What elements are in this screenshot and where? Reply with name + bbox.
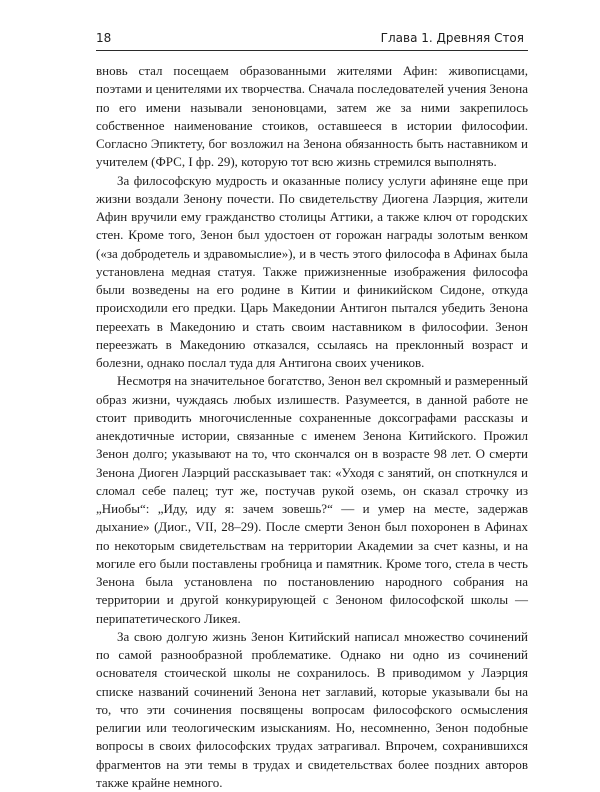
paragraph: За свою долгую жизнь Зенон Китийский написал множество сочинений по самой разнообразной проблематике. Однако ни одно из сочинений основателя стоической школы не сохранилось. В приводимом у Лаэрция списке названий сочинений Зенона нет заглавий, которые указывали бы на то, что эти сочинения посвящены вопросам философского осмысления религии или теологическим изысканиям. Но, несомненно, Зенон подобные вопросы в своих философских трудах затрагивал. Впрочем, сохранившихся фрагментов на эти темы в трудах и свидетельствах более поздних авторов также крайне немного. [96, 628, 528, 790]
body-text [96, 62, 528, 792]
paragraph: вновь стал посещаем образованными жителями Афин: живописцами, поэтами и ценителями их творчества. Сначала последователей учения Зенона по его имени называли зеноновцами, затем же за ними закрепилось собственное наименование стоиков, оставшееся в истории философии. Согласно Эпиктету, бог возложил на Зенона обязанность быть наставником и учителем (ФРС, I фр. 29), которую тот всю жизнь стремился выполнять. [96, 63, 528, 170]
paragraph: Несмотря на значительное богатство, Зенон вел скромный и размеренный образ жизни, чуждаясь любых излишеств. Разумеется, в данной работе не стоит приводить многочисленные сохраненные доксографами рассказы и анекдотичные истории, связанные с именем Зенона Китийского. Прожил Зенон долго; указывают на то, что скончался он в возрасте 98 лет. О смерти Зенона Диоген Лаэрций рассказывает так: «Уходя с занятий, он споткнулся и сломал себе палец; тут же, постучав рукой оземь, он сказал строчку из „Ниобы“: „Иду, иду я: зачем зовешь?“ — и умер на месте, задержав дыхание» (Диог., VII, 28–29). После смерти Зенон был похоронен в Афинах по некоторым свидетельствам на территории Академии за счет казны, и на могиле его были поставлены гробница и памятник. Кроме того, стела в честь Зенона была установлена по постановлению народного собрания на территории и другой конкурирующей с Зеноном философской школы — перипатетического Ликея. [96, 373, 528, 626]
page-number: 18 [96, 31, 112, 45]
chapter-title: Глава 1. Древняя Стоя [380, 31, 524, 45]
running-header [96, 28, 528, 51]
paragraph: За философскую мудрость и оказанные полису услуги афиняне еще при жизни воздали Зенону почести. По свидетельству Диогена Лаэрция, жители Афин вручили ему гражданство столицы Аттики, а также ключ от городских стен. Кроме того, Зенон был удостоен от горожан награды золотым венком («за добродетель и здравомыслие»), и в честь этого философа в Афинах была установлена медная статуя. Также прижизненные изображения философа были возведены на его родине в Китии и финикийском Сидоне, откуда происходили его предки. Царь Македонии Антигон пытался убедить Зенона переехать в Македонию и стать своим наставником в философии. Зенон переезжать в Македонию отказался, ссылаясь на преклонный возраст и болезни, однако послал туда для Антигона своих учеников. [96, 172, 528, 370]
